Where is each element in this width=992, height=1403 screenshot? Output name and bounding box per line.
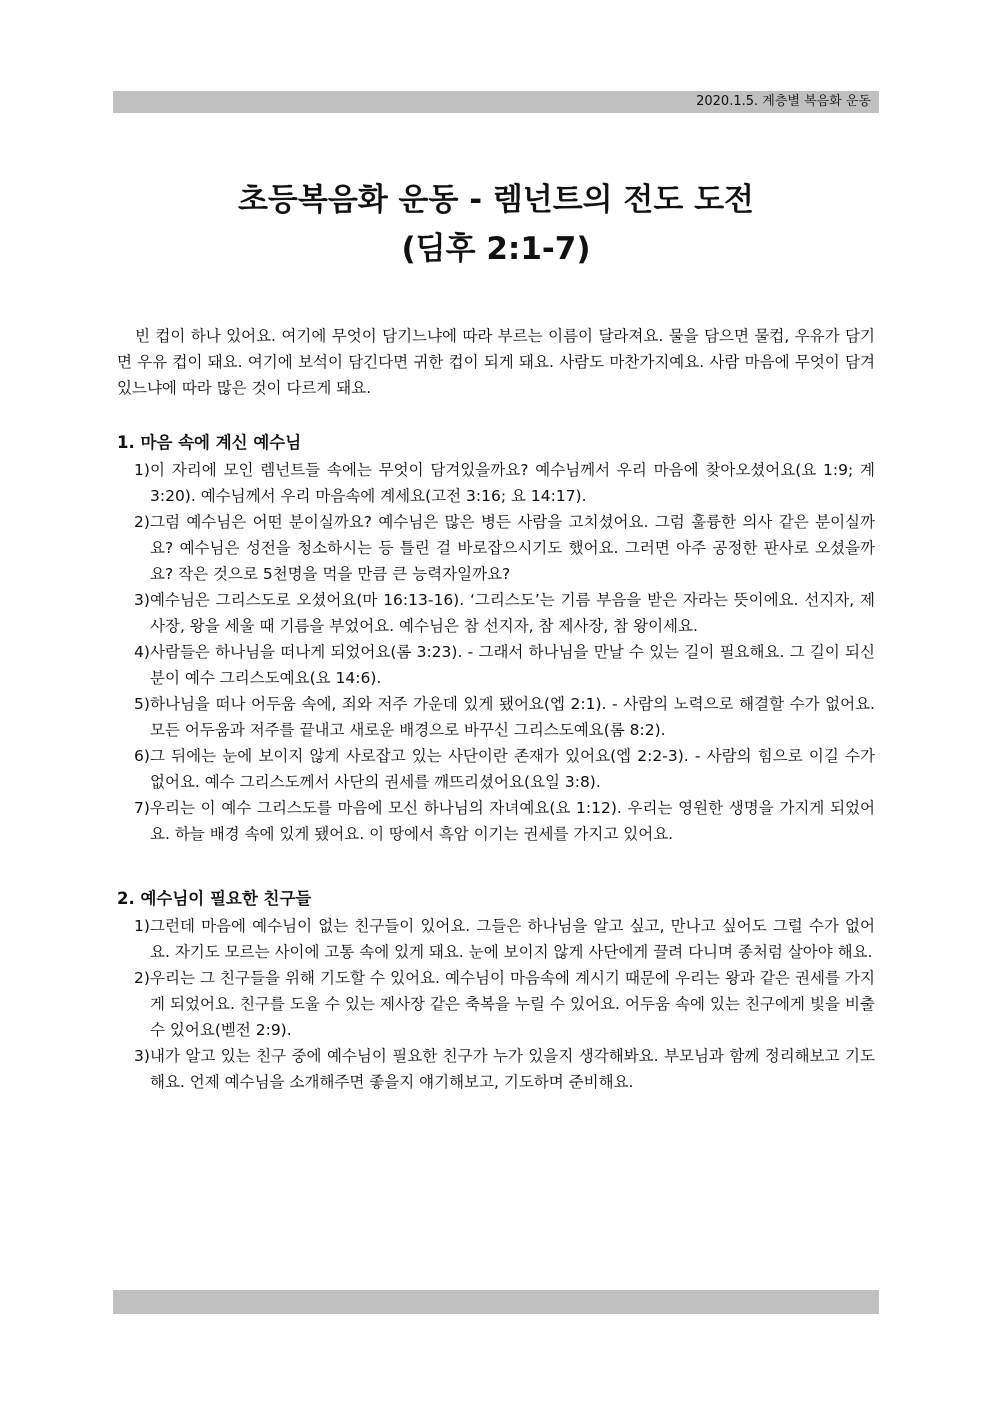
list-item [117,509,875,587]
list-item [117,965,875,1043]
item-number: 6) [134,747,150,765]
section-2 [117,886,875,1095]
item-text: 이 자리에 모인 렘넌트들 속에는 무엇이 담겨있을까요? 예수님께서 우리 마음에 찾아오셨어요(요 1:9; 계 3:20). 예수님께서 우리 마음속에 계세요(고전 3:16; 요 14:17). [150,461,875,505]
item-number: 3) [134,1047,150,1065]
title-line-1: 초등복음화 운동 - 렘넌트의 전도 도전 [237,182,755,218]
item-number: 2) [134,969,150,987]
list-item [117,457,875,509]
page-title [113,176,879,274]
item-list [117,913,875,1095]
section-heading: 2. 예수님이 필요한 친구들 [117,889,312,908]
section-1 [117,430,875,847]
footer-bar [113,1290,879,1314]
list-item [117,691,875,743]
item-text: 우리는 이 예수 그리스도를 마음에 모신 하나님의 자녀예요(요 1:12). 우리는 영원한 생명을 가지게 되었어요. 하늘 배경 속에 있게 됐어요. 이 땅에서 흑암 이기는 권세를 가지고 있어요. [150,799,875,843]
item-number: 1) [134,461,150,479]
item-number: 3) [134,591,150,609]
item-text: 그런데 마음에 예수님이 없는 친구들이 있어요. 그들은 하나님을 알고 싶고, 만나고 싶어도 그럴 수가 없어요. 자기도 모르는 사이에 고통 속에 있게 돼요. 눈에 보이지 않게 사단에게 끌려 다니며 종처럼 살아야 해요. [150,917,875,961]
item-text: 그 뒤에는 눈에 보이지 않게 사로잡고 있는 사단이란 존재가 있어요(엡 2:2-3). - 사람의 힘으로 이길 수가 없어요. 예수 그리스도께서 사단의 권세를 깨뜨리셨어요(요일 3:8). [150,747,875,791]
section-heading: 1. 마음 속에 계신 예수님 [117,433,302,452]
list-item [117,795,875,847]
title-line-2: (딤후 2:1-7) [401,231,591,267]
item-text: 예수님은 그리스도로 오셨어요(마 16:13-16). ‘그리스도’는 기름 부음을 받은 자라는 뜻이에요. 선지자, 제사장, 왕을 세울 때 기름을 부었어요. 예수님은 참 선지자, 참 제사장, 참 왕이세요. [150,591,875,635]
item-number: 2) [134,513,150,531]
list-item [117,743,875,795]
item-number: 7) [134,799,150,817]
item-number: 4) [134,643,150,661]
header-bar [113,91,879,113]
intro-paragraph: 빈 컵이 하나 있어요. 여기에 무엇이 담기느냐에 따라 부르는 이름이 달라져요. 물을 담으면 물컵, 우유가 담기면 우유 컵이 돼요. 여기에 보석이 담긴다면 귀한 컵이 되게 돼요. 사람도 마찬가지예요. 사람 마음에 무엇이 담겨있느냐에 따라 많은 것이 다르게 돼요. [117,327,875,397]
item-text: 내가 알고 있는 친구 중에 예수님이 필요한 친구가 누가 있을지 생각해봐요. 부모님과 함께 정리해보고 기도해요. 언제 예수님을 소개해주면 좋을지 얘기해보고, 기도하며 준비해요. [150,1047,875,1091]
list-item [117,913,875,965]
item-text: 사람들은 하나님을 떠나게 되었어요(롬 3:23). - 그래서 하나님을 만날 수 있는 길이 필요해요. 그 길이 되신 분이 예수 그리스도예요(요 14:6). [150,643,875,687]
item-text: 그럼 예수님은 어떤 분이실까요? 예수님은 많은 병든 사람을 고치셨어요. 그럼 훌륭한 의사 같은 분이실까요? 예수님은 성전을 청소하시는 등 틀린 걸 바로잡으시기도 했어요. 그러면 아주 공정한 판사로 오셨을까요? 작은 것으로 5천명을 먹을 만큼 큰 능력자일까요? [150,513,875,583]
list-item [117,639,875,691]
item-number: 1) [134,917,150,935]
item-text: 우리는 그 친구들을 위해 기도할 수 있어요. 예수님이 마음속에 계시기 때문에 우리는 왕과 같은 권세를 가지게 되었어요. 친구를 도울 수 있는 제사장 같은 축복을 누릴 수 있어요. 어두움 속에 있는 친구에게 빛을 비출 수 있어요(벧전 2:9). [150,969,875,1039]
header-date-label: 2020.1.5. 계층별 복음화 운동 [696,94,871,109]
list-item [117,1043,875,1095]
item-text: 하나님을 떠나 어두움 속에, 죄와 저주 가운데 있게 됐어요(엡 2:1). - 사람의 노력으로 해결할 수가 없어요. 모든 어두움과 저주를 끝내고 새로운 배경으로 바꾸신 그리스도예요(롬 8:2). [150,695,875,739]
list-item [117,587,875,639]
item-list [117,457,875,847]
item-number: 5) [134,695,150,713]
